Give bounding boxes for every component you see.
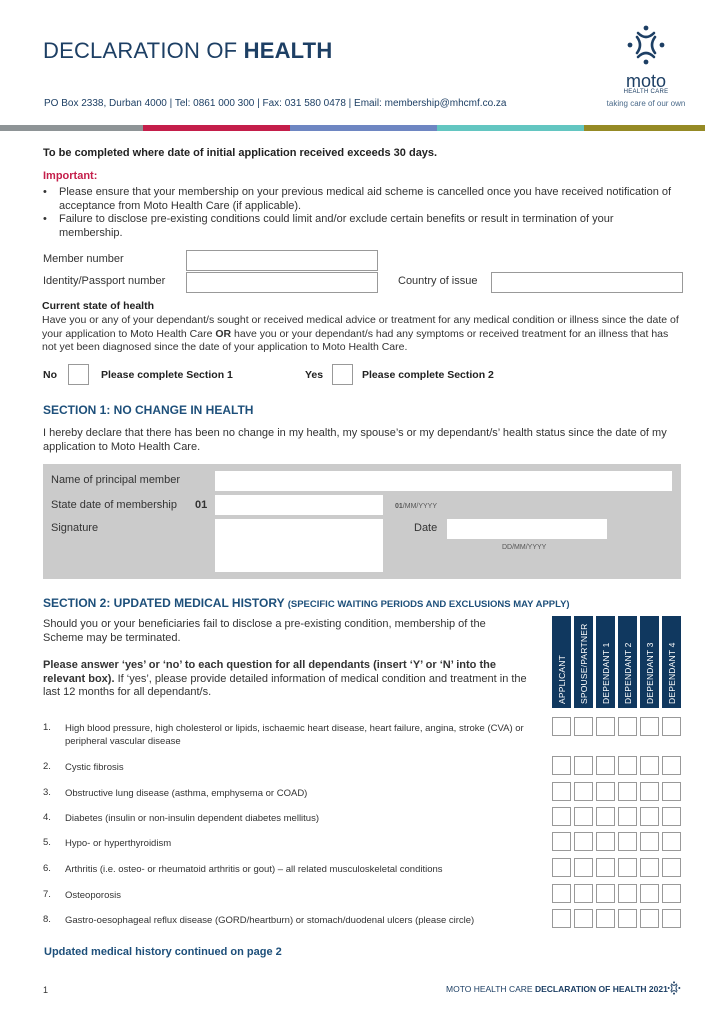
stripe-olive (584, 125, 705, 131)
question-text: Osteoporosis (65, 890, 121, 901)
answer-box-dependant-1[interactable] (596, 909, 615, 928)
answer-box-dependant-4[interactable] (662, 884, 681, 903)
answer-box-spouse-partner[interactable] (574, 807, 593, 826)
answer-box-dependant-2[interactable] (618, 832, 637, 851)
answer-box-applicant[interactable] (552, 884, 571, 903)
signature-label: Signature (51, 522, 99, 534)
start-date-label: State date of membership (51, 499, 177, 511)
question-number: 2. (43, 761, 51, 772)
start-date-hint: 01/MM/YYYY (395, 503, 438, 510)
answer-box-dependant-2[interactable] (618, 717, 637, 736)
answer-box-applicant[interactable] (552, 909, 571, 928)
principal-member-label: Name of principal member (51, 474, 180, 486)
answer-box-dependant-4[interactable] (662, 717, 681, 736)
stripe-teal (437, 125, 584, 131)
date-field[interactable] (447, 519, 607, 539)
contact-details: PO Box 2338, Durban 4000 | Tel: 0861 000 300 | Fax: 031 580 0478 | Email: membership@mhcmf.co.za (44, 98, 507, 109)
answer-box-spouse-partner[interactable] (574, 909, 593, 928)
current-state-heading: Current state of health (42, 300, 155, 312)
answer-box-dependant-4[interactable] (662, 909, 681, 928)
important-bullets (43, 186, 673, 240)
member-number-field[interactable] (186, 250, 378, 271)
section2-title: SECTION 2: UPDATED MEDICAL HISTORY (SPECIFIC WAITING PERIODS AND EXCLUSIONS MAY APPLY) (43, 596, 570, 610)
answer-box-dependant-3[interactable] (640, 756, 659, 775)
answer-box-dependant-3[interactable] (640, 782, 659, 801)
footer-label: MOTO HEALTH CARE DECLARATION OF HEALTH 2021 (446, 984, 668, 994)
question-text: Gastro-oesophageal reflux disease (GORD/heartburn) or stomach/duodenal ulcers (please circle) (65, 915, 475, 926)
company-logo (598, 24, 694, 108)
date-hint: DD/MM/YYYY (502, 544, 547, 551)
answer-box-dependant-2[interactable] (618, 807, 637, 826)
answer-box-dependant-4[interactable] (662, 807, 681, 826)
answer-box-dependant-3[interactable] (640, 884, 659, 903)
color-stripe (0, 125, 705, 131)
answer-box-spouse-partner[interactable] (574, 717, 593, 736)
title-bold: HEALTH (243, 38, 333, 63)
answer-box-dependant-1[interactable] (596, 884, 615, 903)
no-instruction: Please complete Section 1 (101, 369, 233, 381)
section1-declaration: I hereby declare that there has been no change in my health, my spouse’s or my dependant/s’ health status since the date of my application to Moto Health Care. (43, 427, 667, 453)
start-date-field[interactable] (215, 495, 383, 515)
section2-instruction: Please answer ‘yes’ or ‘no’ to each question for all dependants (insert ‘Y’ or ‘N’ into the relevant box). If ‘yes’, please provide detailed information of medical condition and treatment in the last 12 months for all dependant/s. (43, 659, 527, 698)
answer-box-dependant-3[interactable] (640, 807, 659, 826)
column-header: DEPENDANT 2 (618, 616, 637, 708)
country-of-issue-label: Country of issue (398, 275, 478, 287)
logo-tagline: taking care of our own (606, 99, 686, 108)
completion-condition: To be completed where date of initial application received exceeds 30 days. (43, 147, 438, 159)
question-number: 8. (43, 914, 51, 925)
answer-box-applicant[interactable] (552, 807, 571, 826)
answer-box-dependant-3[interactable] (640, 832, 659, 851)
question-text: Cystic fibrosis (65, 762, 124, 773)
answer-box-applicant[interactable] (552, 717, 571, 736)
date-label: Date (414, 522, 438, 534)
no-label: No (43, 369, 57, 381)
answer-box-dependant-3[interactable] (640, 717, 659, 736)
answer-box-dependant-3[interactable] (640, 858, 659, 877)
answer-box-spouse-partner[interactable] (574, 858, 593, 877)
answer-box-dependant-2[interactable] (618, 884, 637, 903)
no-checkbox[interactable] (68, 364, 89, 385)
question-text: High blood pressure, high cholesterol or lipids, ischaemic heart disease, heart failure, angina, stroke (CVA) or peripheral vascular disease (65, 723, 524, 747)
yes-label: Yes (305, 369, 324, 381)
answer-box-dependant-1[interactable] (596, 756, 615, 775)
question-text: Diabetes (insulin or non-insulin dependent diabetes mellitus) (65, 813, 320, 824)
logo-subtitle: HEALTH CARE (623, 89, 669, 95)
yes-instruction: Please complete Section 2 (362, 369, 494, 381)
answer-box-dependant-4[interactable] (662, 858, 681, 877)
id-passport-label: Identity/Passport number (43, 275, 166, 287)
answer-box-spouse-partner[interactable] (574, 832, 593, 851)
title-light: DECLARATION OF (43, 38, 244, 63)
column-header: SPOUSE/PARTNER (574, 616, 593, 708)
member-number-label: Member number (43, 253, 124, 265)
answer-box-dependant-4[interactable] (662, 756, 681, 775)
answer-box-dependant-4[interactable] (662, 832, 681, 851)
bullet-item: • Please ensure that your membership on your previous medical aid scheme is cancelled once you have received notification of acceptance from Moto Health Care (if applicable). (43, 186, 672, 212)
page-title (43, 38, 332, 64)
column-header: DEPENDANT 3 (640, 616, 659, 708)
answer-box-applicant[interactable] (552, 782, 571, 801)
question-number: 1. (43, 722, 51, 733)
answer-box-dependant-3[interactable] (640, 909, 659, 928)
stripe-gray (0, 125, 143, 131)
signature-field[interactable] (215, 519, 383, 572)
question-number: 5. (43, 837, 51, 848)
question-number: 4. (43, 812, 51, 823)
answer-box-spouse-partner[interactable] (574, 782, 593, 801)
answer-box-dependant-1[interactable] (596, 807, 615, 826)
question-text: Arthritis (i.e. osteo- or rheumatoid arthritis or gout) – all related musculoskeletal conditions (65, 864, 443, 875)
footer-logo-icon (667, 981, 681, 995)
current-state-question: Have you or any of your dependant/s sought or received medical advice or treatment for any medical condition or illness since the date of your application to Moto Health Care OR have you or your dependant/s had any symptoms or received treatment for an illness that has not yet been diagnosed since the date of your application to Moto Health Care. (42, 314, 679, 353)
answer-box-applicant[interactable] (552, 756, 571, 775)
answer-box-dependant-2[interactable] (618, 782, 637, 801)
answer-box-spouse-partner[interactable] (574, 756, 593, 775)
bullet-item: • Failure to disclose pre-existing conditions could limit and/or exclude certain benefits or result in termination of your membership. (43, 213, 614, 239)
logo-brand: moto (625, 71, 667, 91)
important-label: Important: (43, 170, 98, 182)
stripe-blue (290, 125, 437, 131)
column-header: DEPENDANT 4 (662, 616, 681, 708)
country-of-issue-field[interactable] (491, 272, 683, 293)
answer-box-spouse-partner[interactable] (574, 884, 593, 903)
section1-title: SECTION 1: NO CHANGE IN HEALTH (43, 403, 254, 417)
column-header: DEPENDANT 1 (596, 616, 615, 708)
start-date-prefix: 01 (195, 499, 208, 511)
answer-box-applicant[interactable] (552, 858, 571, 877)
question-text: Hypo- or hyperthyroidism (65, 838, 172, 849)
continued-note: Updated medical history continued on page 2 (44, 946, 282, 958)
page-number: 1 (43, 985, 49, 995)
id-passport-field[interactable] (186, 272, 378, 293)
answer-box-dependant-1[interactable] (596, 832, 615, 851)
answer-box-dependant-2[interactable] (618, 909, 637, 928)
answer-box-dependant-1[interactable] (596, 717, 615, 736)
answer-box-applicant[interactable] (552, 832, 571, 851)
question-number: 7. (43, 889, 51, 900)
answer-box-dependant-4[interactable] (662, 782, 681, 801)
moto-health-care-logo-icon (626, 24, 666, 66)
yes-checkbox[interactable] (332, 364, 353, 385)
question-number: 3. (43, 787, 51, 798)
question-number: 6. (43, 863, 51, 874)
column-header: APPLICANT (552, 616, 571, 708)
answer-box-dependant-1[interactable] (596, 782, 615, 801)
section2-warning: Should you or your beneficiaries fail to disclose a pre-existing condition, membership of the Scheme may be terminated. (43, 618, 486, 644)
answer-box-dependant-2[interactable] (618, 858, 637, 877)
principal-member-field[interactable] (215, 471, 672, 491)
answer-box-dependant-1[interactable] (596, 858, 615, 877)
answer-box-dependant-2[interactable] (618, 756, 637, 775)
stripe-red (143, 125, 290, 131)
question-text: Obstructive lung disease (asthma, emphysema or COAD) (65, 788, 308, 799)
